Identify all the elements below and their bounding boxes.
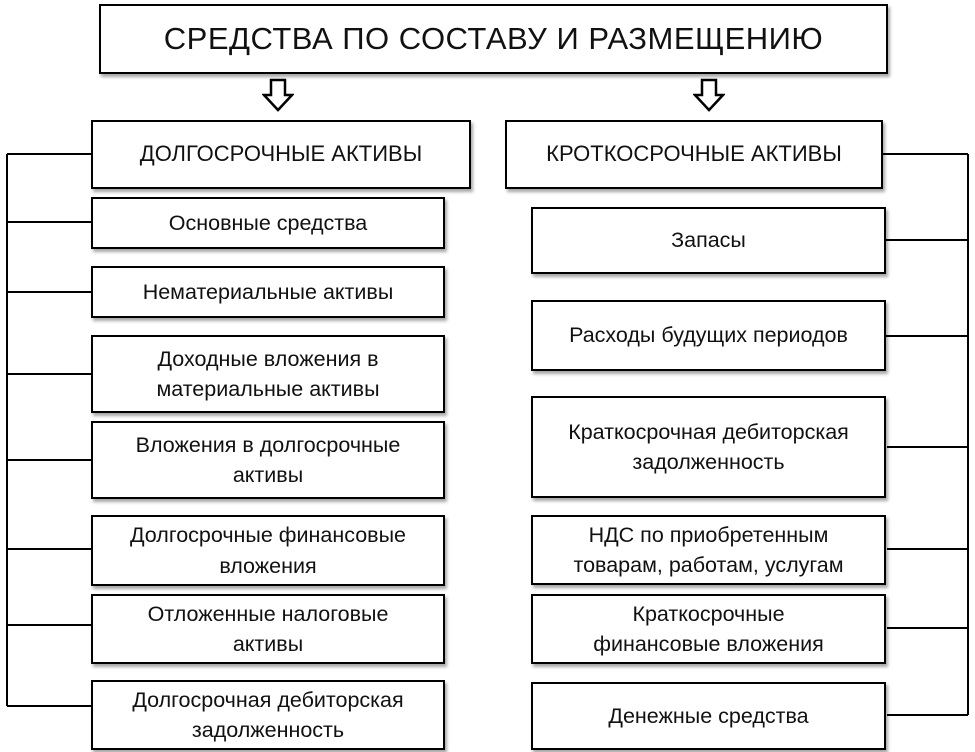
left-item: Вложения в долгосрочные активы [91, 421, 445, 499]
long-term-assets-header: ДОЛГОСРОЧНЫЕ АКТИВЫ [91, 120, 471, 189]
right-item: НДС по приобретенным товарам, работам, услугам [531, 515, 886, 585]
down-arrow-icon [693, 78, 725, 112]
right-item: Запасы [531, 207, 886, 274]
left-item: Доходные вложения в материальные активы [91, 335, 445, 413]
right-item: Расходы будущих периодов [531, 300, 886, 371]
left-item: Долгосрочные финансовые вложения [91, 515, 445, 586]
left-item: Основные средства [91, 197, 445, 249]
right-item: Краткосрочные финансовые вложения [531, 594, 886, 664]
right-item: Краткосрочная дебиторская задолженность [531, 396, 886, 498]
left-item: Отложенные налоговые активы [91, 594, 445, 664]
right-item: Денежные средства [531, 682, 886, 750]
left-item: Долгосрочная дебиторская задолженность [91, 680, 445, 750]
short-term-assets-header: КРОТКОСРОЧНЫЕ АКТИВЫ [505, 120, 883, 189]
down-arrow-icon [262, 78, 294, 112]
diagram-title: СРЕДСТВА ПО СОСТАВУ И РАЗМЕЩЕНИЮ [99, 4, 888, 74]
left-item: Нематериальные активы [91, 266, 445, 318]
